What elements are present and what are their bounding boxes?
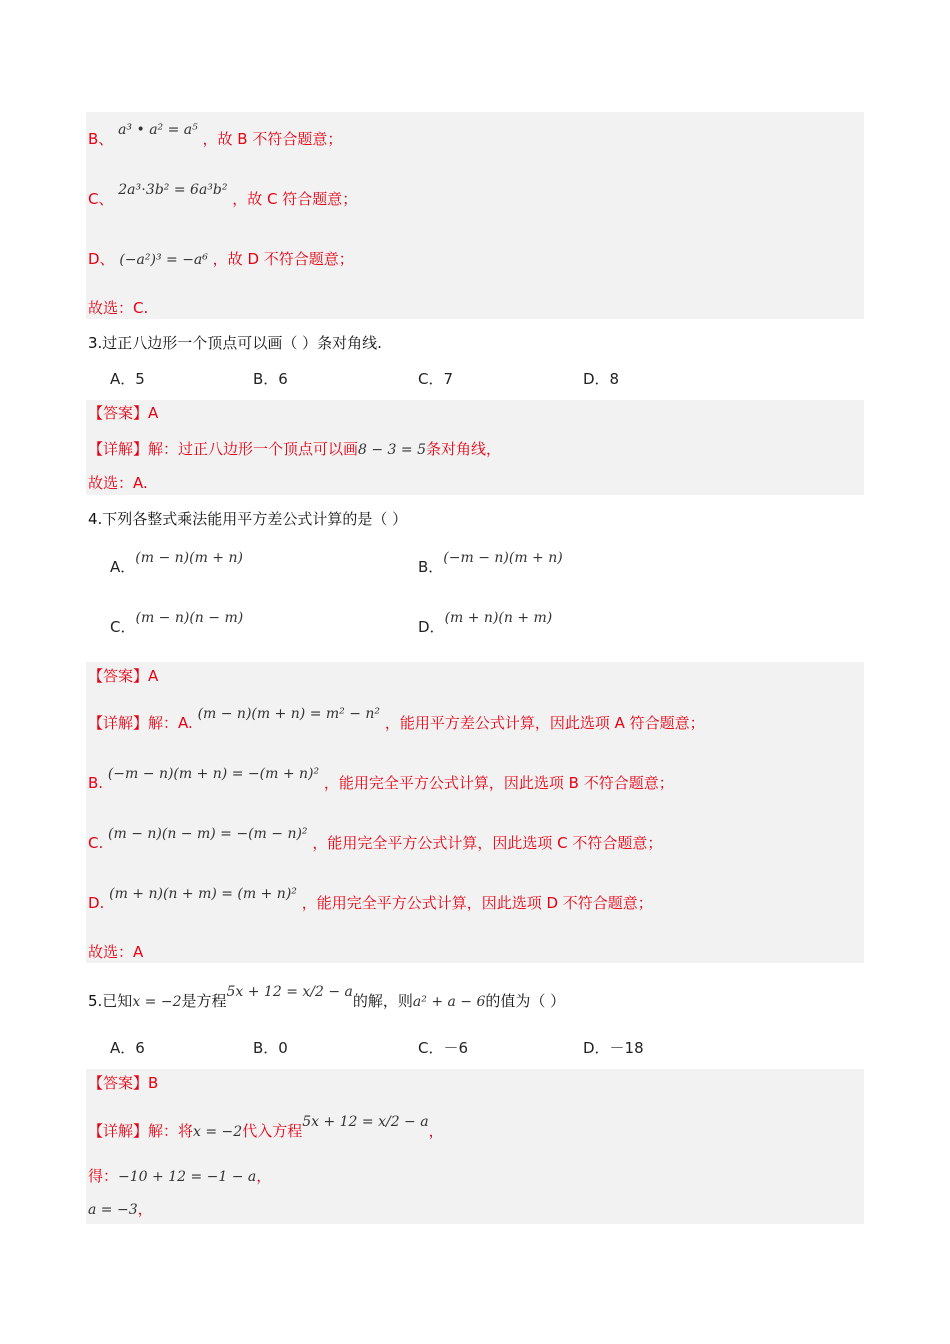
math-expression: x = −2 [132,994,182,1010]
math-expression: (m − n)(m + n) = m² − n² [197,706,381,722]
question-4-stem: 4.下列各整式乘法能用平方差公式计算的是（ ） [88,510,408,528]
q5-option-a: A．6 [110,1039,145,1057]
q4-option-a: A．(m − n)(m + n) [110,550,243,576]
q3-answer: 【答案】A [88,404,159,422]
math-expression: (m − n)(n − m) [135,610,244,626]
q5-option-c: C．－6 [418,1039,469,1057]
q3-option-b: B．6 [253,370,288,388]
q5-step-1: 得：−10 + 12 = −1 − a， [88,1167,272,1185]
math-expression: a³ • a² = a⁵ [118,122,198,138]
math-expression: (−a²)³ = −a⁶ [119,252,208,268]
q4-option-b: B．(−m − n)(m + n) [418,550,563,576]
solution-line-c: C、 2a³⋅3b² = 6a³b² ，故 C 符合题意； [88,182,358,208]
math-expression: −10 + 12 = −1 − a [118,1169,257,1185]
q5-detail: 【详解】解：将x = −2代入方程5x + 12 = x/2 − a， [88,1114,444,1140]
q3-option-a: A．5 [110,370,145,388]
math-expression: (m − n)(n − m) = −(m − n)² [108,826,308,842]
q5-answer: 【答案】B [88,1074,159,1092]
q4-option-c: C．(m − n)(n − m) [110,610,244,636]
q3-choice: 故选：A. [88,474,148,492]
solution-box-q5 [86,1069,864,1224]
q4-detail-b: B. (−m − n)(m + n) = −(m + n)² ，能用完全平方公式计算，因此选项 B 不符合题意； [88,766,674,792]
math-expression: x = −2 [193,1124,243,1140]
math-expression: 8 − 3 = 5 [358,442,426,458]
solution-line-b: B、 a³ • a² = a⁵ ，故 B 不符合题意； [88,122,343,148]
math-expression: (−m − n)(m + n) = −(m + n)² [107,766,320,782]
math-expression: 5x + 12 = x/2 − a [226,984,353,1000]
math-expression: (m + n)(n + m) [444,610,553,626]
math-expression: (m − n)(m + n) [135,550,243,566]
q4-choice: 故选：A [88,943,144,961]
q4-detail-a: 【详解】解：A. (m − n)(m + n) = m² − n² ，能用平方差公式计算，因此选项 A 符合题意； [88,706,705,732]
math-expression: a = −3 [88,1202,138,1218]
math-expression: a² + a − 6 [412,994,486,1010]
q4-answer: 【答案】A [88,667,159,685]
q3-detail: 【详解】解：过正八边形一个顶点可以画8 − 3 = 5条对角线， [88,440,502,458]
q5-option-b: B．0 [253,1039,288,1057]
solution-line-d: D、 (−a²)³ = −a⁶ ，故 D 不符合题意； [88,250,354,268]
q5-option-d: D．－18 [583,1039,644,1057]
math-expression: (m + n)(n + m) = (m + n)² [109,886,297,902]
q3-option-d: D．8 [583,370,620,388]
q5-step-2: a = −3， [88,1200,153,1218]
math-expression: 2a³⋅3b² = 6a³b² [118,182,228,198]
math-expression: 5x + 12 = x/2 − a [302,1114,429,1130]
q4-detail-c: C. (m − n)(n − m) = −(m − n)² ，能用完全平方公式计算，因此选项 C 不符合题意； [88,826,663,852]
solution-choice: 故选：C. [88,299,149,317]
q4-option-d: D．(m + n)(n + m) [418,610,553,636]
q3-option-c: C．7 [418,370,454,388]
question-5-stem: 5.已知x = −2是方程5x + 12 = x/2 − a的解，则a² + a − 6的值为（ ） [88,984,566,1010]
math-expression: (−m − n)(m + n) [443,550,563,566]
question-3-stem: 3.过正八边形一个顶点可以画（ ）条对角线. [88,334,382,352]
q4-detail-d: D. (m + n)(n + m) = (m + n)² ，能用完全平方公式计算，因此选项 D 不符合题意； [88,886,653,912]
